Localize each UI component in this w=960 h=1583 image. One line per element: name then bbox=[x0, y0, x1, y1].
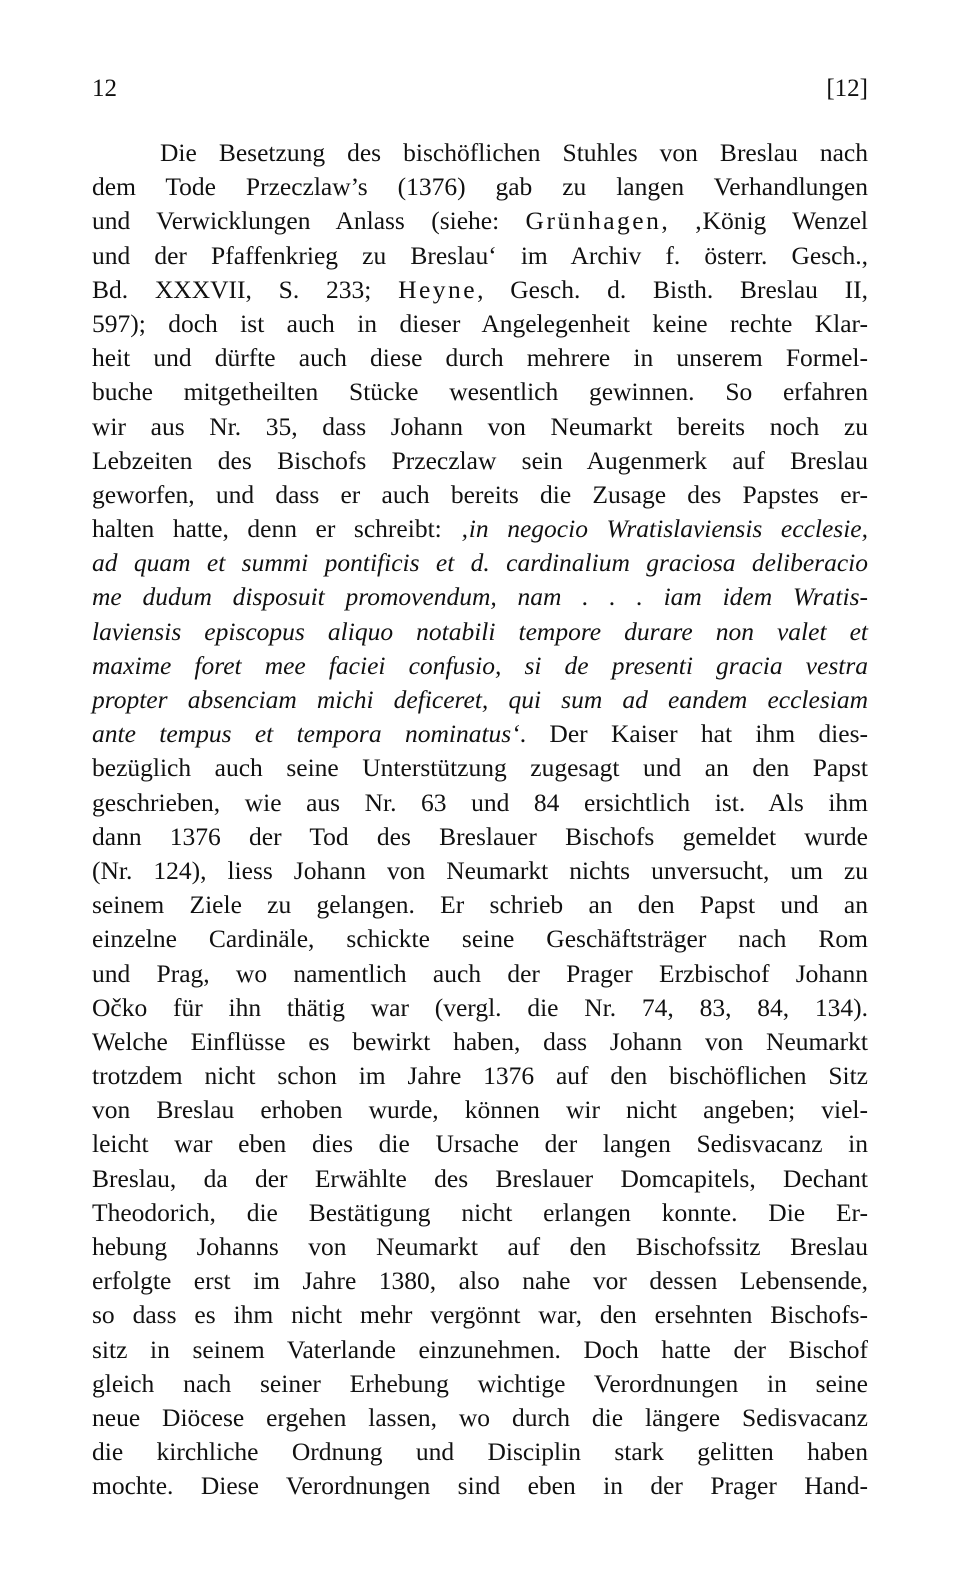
text-line: Die Besetzung des bischöflichen Stuhles von Breslau nach bbox=[160, 138, 868, 167]
text-line: (Nr. 124), liess Johann von Neumarkt nichts unversucht, um zu bbox=[92, 855, 868, 885]
text-line: sitz in seinem Vaterlande einzunehmen. Doch hatte der Bischof bbox=[92, 1334, 868, 1364]
text-line: dem Tode Przeczlaw’s (1376) gab zu langen Verhandlungen bbox=[92, 172, 868, 202]
text-line: erfolgte erst im Jahre 1380, also nahe vor dessen Lebensende, bbox=[92, 1266, 868, 1296]
text-line bbox=[92, 580, 868, 614]
text-line: leicht war eben dies die Ursache der langen Sedisvacanz in bbox=[92, 1129, 868, 1159]
text-line bbox=[92, 683, 868, 717]
text-line: von Breslau erhoben wurde, können wir nicht angeben; viel- bbox=[92, 1095, 868, 1125]
latin-quotation: maxime foret mee faciei confusio, si de presenti gracia vestra bbox=[92, 650, 868, 680]
text-line: Welche Einflüsse es bewirkt haben, dass Johann von Neumarkt bbox=[92, 1026, 868, 1056]
text-line: halten hatte, denn er schreibt: ‚in negocio Wratislaviensis ecclesie, bbox=[92, 514, 868, 544]
text-line: einzelne Cardinäle, schickte seine Geschäftsträger nach Rom bbox=[92, 924, 868, 954]
text-line: mochte. Diese Verordnungen sind eben in der Prager Hand- bbox=[92, 1471, 868, 1501]
text-line: geschrieben, wie aus Nr. 63 und 84 ersichtlich ist. Als ihm bbox=[92, 787, 868, 817]
page-number: 12 bbox=[92, 75, 117, 102]
text-line: neue Diöcese ergehen lassen, wo durch die längere Sedisvacanz bbox=[92, 1402, 868, 1432]
text-line: buche mitgetheilten Stücke wesentlich gewinnen. So erfahren bbox=[92, 377, 868, 407]
page-bracket-number: [12] bbox=[826, 75, 868, 102]
text-line: 597); doch ist auch in dieser Angelegenheit keine rechte Klar- bbox=[92, 308, 868, 338]
text-line: bezüglich auch seine Unterstützung zugesagt und an den Papst bbox=[92, 753, 868, 783]
text-line: Bd. XXXVII, S. 233; Heyne, Gesch. d. Bisth. Breslau II, bbox=[92, 274, 868, 304]
text-line: heit und dürfte auch diese durch mehrere in unserem Formel- bbox=[92, 343, 868, 373]
text-line: die kirchliche Ordnung und Disciplin stark gelitten haben bbox=[92, 1437, 868, 1467]
text-line bbox=[92, 649, 868, 683]
text-line: Očko für ihn thätig war (vergl. die Nr. 74, 83, 84, 134). bbox=[92, 992, 868, 1022]
text-line: und Verwicklungen Anlass (siehe: Grünhagen, ‚König Wenzel bbox=[92, 206, 868, 236]
text-line: hebung Johanns von Neumarkt auf den Bischofssitz Breslau bbox=[92, 1232, 868, 1261]
author-name: Grünhagen bbox=[525, 206, 662, 236]
text-line: Breslau, da der Erwählte des Breslauer Domcapitels, Dechant bbox=[92, 1163, 868, 1193]
latin-quotation: me dudum disposuit promovendum, nam . . . iam idem Wratis- bbox=[92, 582, 868, 612]
latin-quotation: ‚in negocio Wratislaviensis ecclesie, bbox=[460, 514, 868, 544]
text-line: dann 1376 der Tod des Breslauer Bischofs gemeldet wurde bbox=[92, 821, 868, 851]
text-line bbox=[92, 615, 868, 649]
text-line: seinem Ziele zu gelangen. Er schrieb an den Papst und an bbox=[92, 890, 868, 920]
text-line: und der Pfaffenkrieg zu Breslau‘ im Archiv f. österr. Gesch., bbox=[92, 240, 868, 270]
body-paragraph bbox=[92, 136, 868, 1504]
text-line: gleich nach seiner Erhebung wichtige Verordnungen in seine bbox=[92, 1368, 868, 1398]
text-line: wir aus Nr. 35, dass Johann von Neumarkt bereits noch zu bbox=[92, 411, 868, 441]
text-line: trotzdem nicht schon im Jahre 1376 auf den bischöflichen Sitz bbox=[92, 1061, 868, 1091]
latin-quotation: ad quam et summi pontificis et d. cardinalium graciosa deliberacio bbox=[92, 548, 868, 578]
author-name: Heyne bbox=[398, 274, 478, 304]
text-line: Theodorich, die Bestätigung nicht erlangen konnte. Die Er- bbox=[92, 1197, 868, 1227]
latin-quotation: propter absenciam michi deficeret, qui sum ad eandem ecclesiam bbox=[92, 685, 868, 714]
text-line: Lebzeiten des Bischofs Przeczlaw sein Augenmerk auf Breslau bbox=[92, 445, 868, 475]
text-line: geworfen, und dass er auch bereits die Zusage des Papstes er- bbox=[92, 479, 868, 509]
latin-quotation: ante tempus et tempora nominatus‘ bbox=[92, 719, 520, 749]
text-line: und Prag, wo namentlich auch der Prager Erzbischof Johann bbox=[92, 958, 868, 988]
text-line: ante tempus et tempora nominatus‘. Der Kaiser hat ihm dies- bbox=[92, 719, 868, 749]
text-line: so dass es ihm nicht mehr vergönnt war, den ersehnten Bischofs- bbox=[92, 1300, 868, 1330]
latin-quotation: laviensis episcopus aliquo notabili tempore durare non valet et bbox=[92, 616, 868, 646]
text-line bbox=[92, 546, 868, 580]
